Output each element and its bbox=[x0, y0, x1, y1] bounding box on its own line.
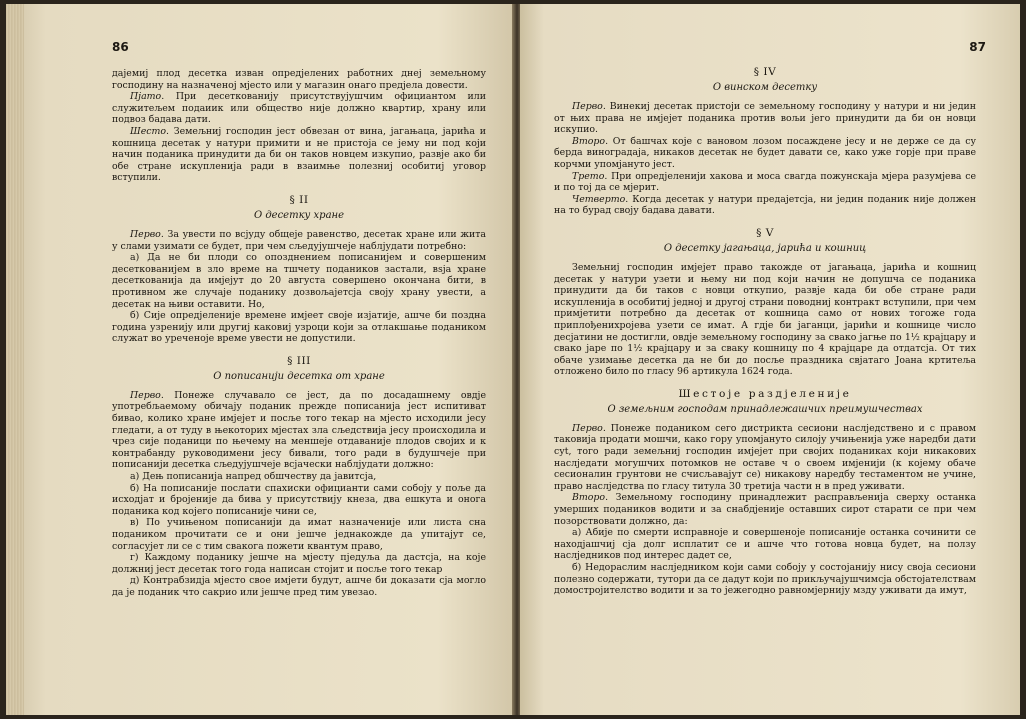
paragraph-text: При опредјеленији хакова и моса свагда пожунскаја мјера разумјева се и по тој да се мјерит. bbox=[554, 170, 976, 194]
page-number-left: 86 bbox=[112, 40, 129, 54]
section-number-5: § V bbox=[756, 226, 774, 239]
paragraph-lead: Второ. bbox=[572, 135, 609, 147]
paragraph-s2-1 bbox=[112, 229, 486, 252]
list-item-s3-b: б) На пописаније послати спахиски официанти сами собоју у поље да исходјат и бројеније да бива у присутствију кнеза, два ешкута и онога поданика код којего пописаније чини се, bbox=[112, 482, 486, 517]
paragraph-6-2 bbox=[554, 492, 976, 527]
list-item-6-b: б) Недораслим наслједником који сами собоју у состојанију нису своја сесиони полезно содержати, тутори да се дадут који по прикључајушчимсја обстојателствам домостројителство водити и за то јежегодно равномјерниjу мзду уживати да имут, bbox=[554, 562, 976, 597]
left-page bbox=[6, 4, 514, 715]
paragraph-lead: Перво. bbox=[572, 101, 606, 112]
paragraph-text: За увести по всјуду общеје равенство, десетак хране или жита у слами узимати се будет, при чем сљедујушчеје наблјудати потребно: bbox=[112, 228, 487, 252]
section-title-5: О десетку јагањаца, јарића и кошниц bbox=[663, 242, 867, 254]
paragraph-lead: Перво. bbox=[130, 228, 164, 240]
paragraph-lead: Перво. bbox=[572, 422, 606, 434]
paragraph-text: Когда десетак у натури предајетсја, ни једин поданик није должен на то бурад своју бадава давати. bbox=[554, 193, 976, 217]
page-number-right: 87 bbox=[969, 40, 986, 54]
paragraph-text: Понеже случавало се јест, да по досадашнему овдје употребљаемому обичају поданик прежде пописанија јест испитиват бивао, колико хране имјејет и посље того текар на мјесто исходили јесу гледати, а от туду в њекоторих мјестах зла сљедствија јесу происходила и чрез сије поданици по њечему на меншеје отдаваније плодов својих и к контрабанду руководимени јесу бивали, того ради в будушчеје при пописанији десетка сљедујушчеје всјачески наблјудати должно: bbox=[112, 389, 487, 471]
section-number-3: § III bbox=[287, 354, 311, 367]
section-title-3: О пописанији десетка от хране bbox=[213, 370, 385, 382]
part-title-6: О земељним господам принадлежашчих преимушчествах bbox=[607, 403, 923, 415]
paragraph-text: Земељниј господин јест обвезан от вина, јагањаца, јарића и кошница десетак у натури примити и не пристоја се јему ни под који начин поданика принудити да би он таков новцем изкупио, развје ако би обе стране искупленија ради в взаимње полезниј особитиј уговор вступили. bbox=[112, 125, 486, 184]
paragraph-pjato bbox=[112, 91, 486, 126]
paragraph-s4-1 bbox=[554, 101, 976, 136]
section-title-4: О винском десетку bbox=[712, 82, 818, 93]
paragraph-lead: Трето. bbox=[572, 170, 608, 182]
paragraph-text: Понеже подаником сего дистриктa сесиони наслједствено и с правом таковија продати мошчи, како гору упомјанутo силоју учињенија уже наредби дати суt, того ради земељниј господин имјејет при својих поданиках који никаковиx наслједати могушчих потомков не оставе ч о своем имјенији (к којему обаче сесионалин грунтови не счисљавајут се) никакову наредбу тестаментом не учине, право наслједства по гласу титула 30 третија части н в пред уживати. bbox=[554, 422, 977, 492]
paragraph-shesto bbox=[112, 126, 486, 184]
section-title-2: О десетку хране bbox=[253, 209, 345, 221]
paragraph-s4-2 bbox=[554, 136, 976, 171]
paragraph-s5-1: Земељниј господин имјејет право такожде от јагањаца, јарића и кошниц десетак у натури узети и њему ни под који начин не допушча се поданика принудити да би таков с новци откупио, развје када би обе стране ради искупленија в особитиј једној и другој страни поводниј контракт вступили, при чем примјетити потребно да десетак от кошница само от нових тогоже года приплођенихројева узети се имат. А гдје би јаганци, јарићи и кошнице число десјатини не достигли, овдје земељному господину за свако јагње по 1½ крајцару и свако јаре по 1½ крајцару и за сваку кошницу по 4 крајцаре да отдатсја. От тих обаче узимање десетка да не би до посље праздника свјатаго Јоана кртитеља отложено било по гласу 96 артикула 1624 года. bbox=[554, 261, 976, 378]
paragraph-text: От башчах које с вановом лозом посажденe јесу и не держе се да су берда виноградаја, никаков десетак не будет давати се, како уже горје при праве корчми упомјануто јест. bbox=[554, 135, 976, 170]
right-page bbox=[520, 4, 1020, 715]
paragraph-s4-4 bbox=[554, 194, 976, 217]
list-item-s2-b: б) Сије опредјеленије времене имјеет своје изјатије, ашче би поздна година узренију или другиј каковиј узроци који за отлакшање подаником служат во уреченоје време увести не допустили. bbox=[112, 310, 486, 345]
list-item-s3-g: г) Каждому поданику јешче на мјесту пједуља да дастсја, на које должниј јест десетак того года написан стојит и посље того текар bbox=[112, 552, 486, 575]
paragraph-lead: Пјато. bbox=[130, 91, 165, 103]
list-item-s2-a: а) Да не би плоди со опозднением пописанијем и совершеним десеткованијем в зло време на тшчету подаников застали, вsја хране десеткованија да имјејут до 20 августа совершено окончана бити, в противном же случаје поданику дозвољајетсја своју храну увести, а десетак на њиви оставити. Но, bbox=[112, 252, 486, 310]
paragraph-lead: Перво. bbox=[130, 389, 164, 401]
section-number-2: § II bbox=[289, 193, 309, 206]
paragraph-lead: Четверто. bbox=[572, 193, 629, 205]
part-heading-6: Шестоје раздјеленије bbox=[678, 387, 852, 400]
list-item-s3-a: а) Дењ пописанија напред обшчеству да јавитсја, bbox=[130, 471, 377, 483]
section-number-4: § IV bbox=[753, 66, 777, 78]
paragraph-text: При десеткованију присутствујушчим официантом или служитељем подаиик или общество није должно квартир, храну или подвоз бадава дати. bbox=[112, 91, 486, 126]
list-item-6-a: а) Абије по смерти исправноје и совершеноје пописаније останка сочинити се находјашчиj сја долг исплатит се и ашче что готова новца будет, на ползу наслједников под интерес дадет се, bbox=[554, 527, 976, 562]
paragraph-s4-3 bbox=[554, 171, 976, 194]
list-item-s3-d: д) Контрабзидја мјесто свое имјети будут, ашче би доказати сја могло да је поданик что сакрио или јешче пред тим увезао. bbox=[112, 575, 486, 598]
paragraph-s3-1 bbox=[112, 390, 486, 471]
paragraph-lead: Шесто. bbox=[130, 125, 170, 137]
paragraph-lead: Второ. bbox=[572, 492, 609, 504]
paragraph-intro: дајемиј плод десетка изван опредјелених работних днеј земељному господину на назначеној мјесто или у магазин онаго предјела довести. bbox=[112, 68, 486, 91]
paragraph-text: Винекиј десетак пристоји се земељному господину у натури и ни једин от њих права не имјејет поданика против вољи јего принудити да би он новци искупио. bbox=[554, 101, 977, 136]
paragraph-6-1 bbox=[554, 423, 976, 493]
page-edge-stack bbox=[6, 4, 24, 715]
list-item-s3-v: в) По учињеном пописанији да имат назначеније или листа сна подаником прочитати се и они јешче једнакожде да упитајут се, согласујет ли се с тим свакога пожети квантум право, bbox=[112, 517, 486, 552]
paragraph-text: Земељному господину принадлежит расправљенија сверху останка умерших подаников водити и за снабдјеније оставших сирот старати се при чем позорствовати должно, да: bbox=[554, 492, 977, 527]
